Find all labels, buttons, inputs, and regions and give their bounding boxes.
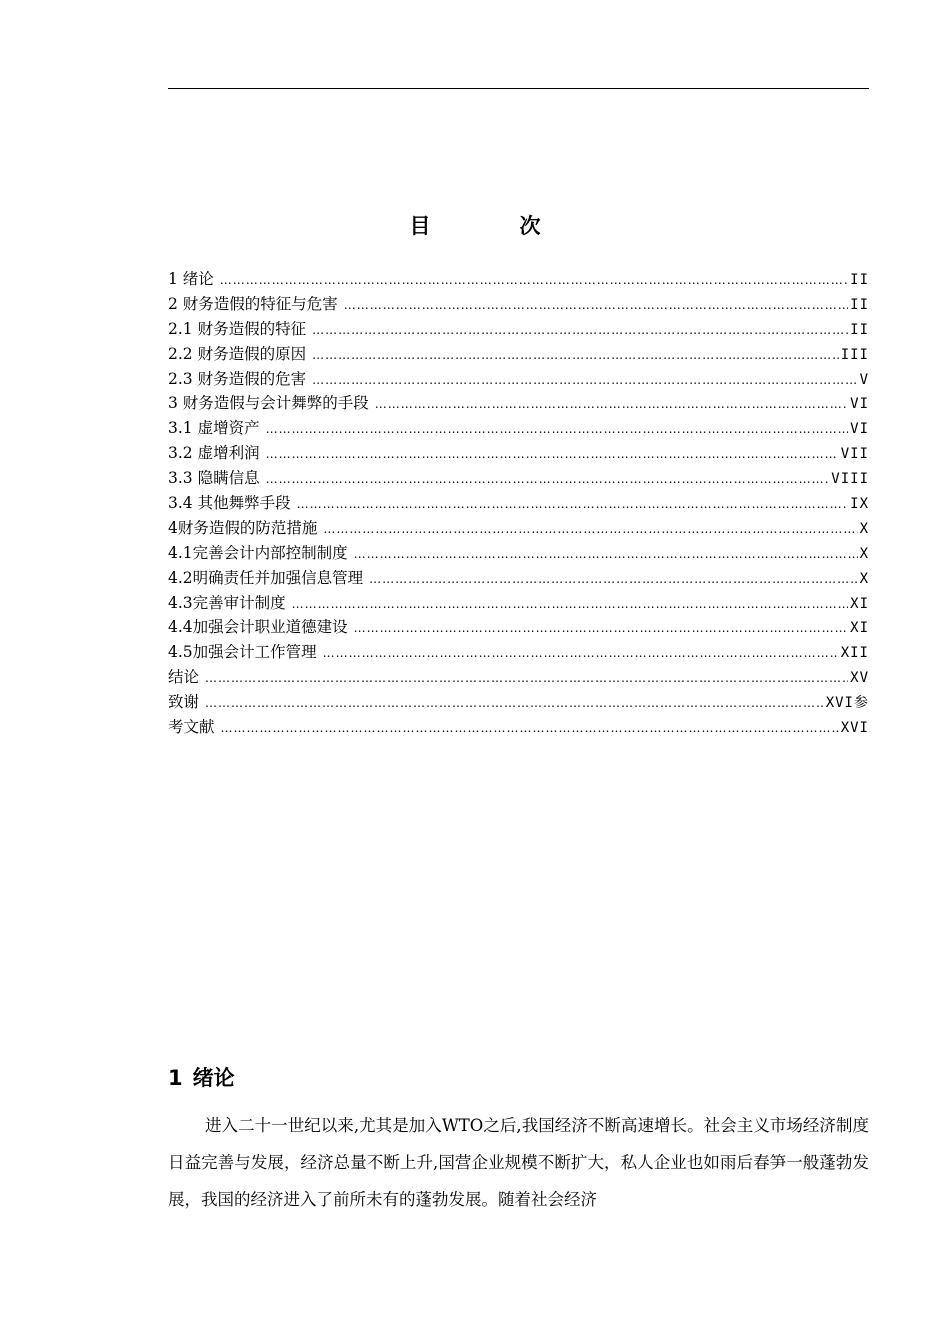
toc-entry[interactable] — [168, 615, 869, 640]
toc-entry-page: XV — [850, 670, 869, 687]
toc-entry-label: 3.1 虚增资产 — [168, 419, 260, 438]
toc-entry[interactable] — [168, 541, 869, 566]
toc-entry[interactable] — [168, 466, 869, 491]
toc-entry[interactable] — [168, 317, 869, 342]
toc-entry-label: 1 绪论 — [168, 270, 214, 288]
toc-entry[interactable] — [168, 267, 869, 292]
toc-entry[interactable] — [168, 516, 869, 541]
toc-entry-label: 3 财务造假与会计舞弊的手段 — [168, 394, 369, 413]
toc-entry[interactable] — [168, 591, 869, 616]
toc-entry-label: 2.3 财务造假的危害 — [168, 369, 307, 388]
toc-entry-label: 考文献 — [168, 718, 215, 737]
toc-entry-page: VI — [850, 421, 869, 438]
toc-entry[interactable] — [168, 342, 869, 367]
toc-leader-dots — [375, 392, 848, 416]
toc-title: 目 次 — [409, 213, 575, 239]
toc-entry-label: 结论 — [168, 668, 200, 687]
toc-entry-label: 4.5加强会计工作管理 — [168, 643, 317, 662]
toc-entry-page: II — [850, 321, 869, 338]
toc-entry[interactable] — [168, 566, 869, 591]
toc-leader-dots — [266, 417, 849, 441]
toc-entry-page: XVI — [840, 720, 869, 737]
toc-entry[interactable] — [168, 715, 869, 740]
toc-entry-page: III — [840, 346, 869, 363]
toc-entry-page: VI — [850, 396, 869, 413]
toc-entry-label: 4财务造假的防范措施 — [168, 518, 318, 537]
toc-leader-dots — [323, 641, 839, 665]
toc-leader-dots — [292, 592, 848, 616]
toc-leader-dots — [354, 542, 858, 566]
toc-entry-label: 3.3 隐瞒信息 — [168, 469, 260, 488]
toc-entry[interactable] — [168, 416, 869, 441]
toc-entry[interactable] — [168, 690, 869, 715]
toc-entry-label: 2.2 财务造假的原因 — [168, 344, 307, 363]
toc-entry-label: 3.4 其他舞弊手段 — [168, 494, 291, 513]
toc-entry-page: XI — [850, 620, 869, 637]
toc-entry[interactable] — [168, 491, 869, 516]
toc-leader-dots — [220, 268, 848, 292]
toc-entry-label: 3.2 虚增利润 — [168, 444, 260, 463]
toc-entry[interactable] — [168, 367, 869, 392]
toc-leader-dots — [205, 666, 848, 690]
section-title: 绪论 — [192, 1066, 235, 1090]
toc-leader-dots — [312, 368, 857, 392]
toc-entry-page: XI — [850, 595, 869, 612]
section-heading — [168, 1062, 235, 1092]
toc-entry-label: 4.1完善会计内部控制制度 — [168, 543, 348, 562]
toc-entry[interactable] — [168, 391, 869, 416]
header-rule — [168, 88, 869, 89]
toc-entry[interactable] — [168, 441, 869, 466]
toc-leader-dots — [205, 691, 824, 715]
toc-entry[interactable] — [168, 292, 869, 317]
toc-entry-page: II — [850, 272, 869, 288]
section-number: 1 — [168, 1066, 183, 1090]
toc-entry-page: II — [850, 296, 869, 313]
toc-entry-page: X — [859, 520, 869, 537]
toc-leader-dots — [312, 343, 839, 367]
toc-leader-dots — [312, 318, 848, 342]
toc-entry-page: XII — [840, 645, 869, 662]
toc-leader-dots — [297, 492, 849, 516]
toc-leader-dots — [369, 567, 857, 591]
toc-entry-label: 4.3完善审计制度 — [168, 593, 286, 612]
toc-leader-dots — [323, 517, 857, 541]
toc-entry-page: IX — [850, 496, 869, 513]
toc-entry-page: VII — [840, 446, 869, 463]
toc-leader-dots — [354, 616, 848, 640]
body-paragraph: 进入二十一世纪以来,尤其是加入WTO之后,我国经济不断高速增长。社会主义市场经济制度日益完善与发展，经济总量不断上升,国营企业规模不断扩大，私人企业也如雨后春笋一般蓬勃发展，我国的经济进入了前所未有的蓬勃发展。随着社会经济 — [168, 1116, 869, 1209]
toc-entry-page: VIII — [831, 471, 869, 488]
toc-entry-page: XVI参 — [825, 695, 869, 712]
toc-leader-dots — [266, 442, 839, 466]
toc-entry-label: 2 财务造假的特征与危害 — [168, 294, 338, 313]
toc-entry-label: 4.4加强会计职业道德建设 — [168, 618, 348, 637]
toc-entry-label: 2.1 财务造假的特征 — [168, 319, 307, 338]
toc-leader-dots — [344, 293, 848, 317]
toc-entry[interactable] — [168, 665, 869, 690]
toc-entry-page: X — [859, 570, 869, 587]
table-of-contents — [168, 267, 869, 740]
toc-entry-page: X — [859, 545, 869, 562]
toc-leader-dots — [221, 716, 839, 740]
toc-entry-label: 4.2明确责任并加强信息管理 — [168, 568, 364, 587]
toc-entry[interactable] — [168, 640, 869, 665]
toc-entry-label: 致谢 — [168, 693, 200, 712]
toc-leader-dots — [266, 467, 830, 491]
toc-entry-page: V — [859, 371, 869, 388]
